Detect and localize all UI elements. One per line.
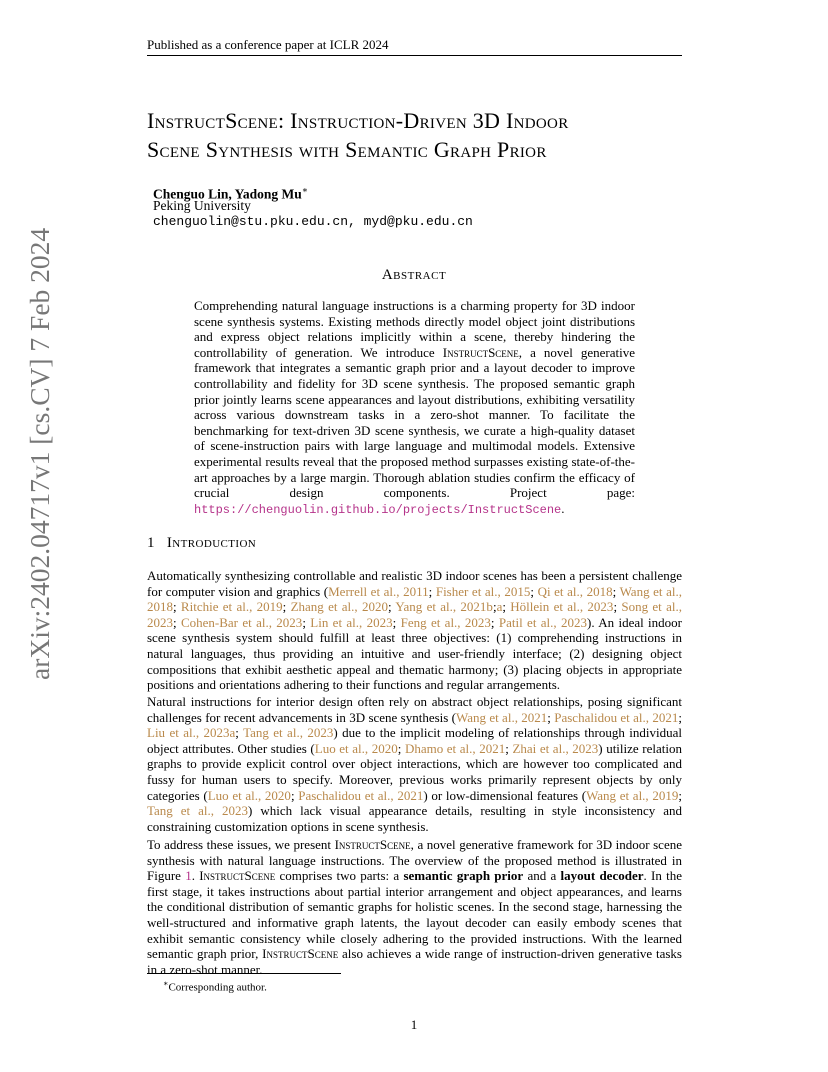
paragraph-text: , a novel generative framework for 3D indoor scene synthesis with natural language instructions. The overview of the proposed method is illustrated in Figure (147, 837, 682, 884)
paragraph-text: Automatically synthesizing controllable and realistic 3D indoor scenes has been a persistent challenge for computer vision and graphics ( (147, 568, 682, 599)
emphasis-term: layout decoder (560, 868, 644, 884)
author-emails: chenguolin@stu.pku.edu.cn, myd@pku.edu.cn (153, 214, 473, 229)
citation-link[interactable]: Cohen-Bar et al., 2023 (180, 614, 303, 630)
paragraph-text: ). An ideal indoor scene synthesis system should fulfill at least three objectives: (1) comprehending instructions in natural languages, thus providing an intuitive and user-friendly interface; (2) designing object compositions that exhibit aesthetic appeal and thematic harmony; (3) placing objects in appropriate positions and orientations adhering to their functions and regular arrangements. (147, 614, 682, 693)
paragraph-text: To address these issues, we present (147, 837, 335, 852)
citation-link[interactable]: Lin et al., 2023 (310, 614, 393, 630)
paragraph-text: Natural instructions for interior design often rely on abstract object relationships, posing significant challenges for recent advancements in 3D scene synthesis ( (147, 694, 682, 725)
paper-title (147, 106, 707, 164)
method-name: InstructScene (334, 837, 411, 852)
citation-link[interactable]: Zhang et al., 2020 (290, 599, 388, 615)
citation-link[interactable]: Feng et al., 2023 (400, 614, 491, 630)
paragraph-text: ) due to the implicit modeling of relationships through individual object attributes. Other studies ( (147, 725, 682, 756)
section-title: Introduction (166, 535, 257, 551)
citation-link[interactable]: Höllein et al., 2023 (510, 599, 614, 615)
citation-link[interactable]: Luo et al., 2020 (314, 740, 398, 756)
paragraph-text: comprises two parts: a (275, 868, 404, 884)
citation-link[interactable]: Song et al., 2023 (147, 599, 682, 630)
citation-link[interactable]: Tang et al., 2023 (147, 803, 249, 819)
abstract-text: Comprehending natural language instructions is a charming property for 3D indoor scene synthesis systems. Existing methods directly model object joint distributions and express object relations implicitly within a scene, thereby hindering the controllability of generation. We introduce (194, 298, 635, 360)
paragraph-text: also achieves a wide range of instruction-driven generative tasks in a zero-shot manner. (147, 946, 682, 977)
method-name: InstructScene (199, 868, 276, 884)
citation-link[interactable]: Wang et al., 2021 (456, 709, 548, 725)
citation-link[interactable]: Liu et al., 2023a (147, 725, 236, 741)
citation-link[interactable]: Zhai et al., 2023 (512, 740, 599, 756)
citation-link[interactable]: a (496, 599, 503, 615)
abstract-text: . (561, 500, 565, 516)
citation-link[interactable]: Merrell et al., 2011 (328, 583, 429, 599)
running-header: Published as a conference paper at ICLR 2024 (147, 37, 682, 56)
section-number: 1 (147, 535, 155, 551)
citation-link[interactable]: Paschalidou et al., 2021 (554, 709, 679, 725)
arxiv-stamp: arXiv:2402.04717v1 [cs.CV] 7 Feb 2024 (24, 227, 55, 680)
footnote-rule (147, 973, 341, 974)
citation-link[interactable]: Qi et al., 2018 (537, 583, 613, 599)
method-name: InstructScene (262, 946, 339, 962)
paragraph-text: and a (523, 868, 561, 884)
author-footnote-mark: ∗ (301, 185, 308, 195)
method-name: InstructScene (442, 344, 519, 360)
footnote-text: Corresponding author. (168, 981, 267, 994)
affiliation: Peking University (153, 198, 251, 213)
citation-link[interactable]: Paschalidou et al., 2021 (298, 787, 424, 803)
citation-link[interactable]: Patil et al., 2023 (498, 614, 588, 630)
title-line-1: InstructScene: Instruction-Driven 3D Indoor (147, 108, 569, 133)
citation-link[interactable]: Tang et al., 2023 (243, 725, 334, 741)
footnote (163, 977, 267, 995)
section-heading (147, 535, 256, 552)
paragraph-text: . (191, 868, 200, 884)
figure-link[interactable]: 1 (185, 868, 192, 884)
abstract-text: , a novel generative framework that integrates a semantic graph prior and a layout decoder to improve controllability and fidelity for 3D scene synthesis. The proposed semantic graph prior jointly learns scene appearances and layout distributions, exhibiting versatility across various downstream tasks in a zero-shot manner. To facilitate the benchmarking for text-driven 3D scene synthesis, we curate a high-quality dataset of scene-instruction pairs with large language and multimodal models. Extensive experimental results reveal that the proposed method surpasses existing state-of-the-art approaches by a large margin. Thorough ablation studies confirm the efficacy of crucial design components. Project page: (194, 344, 635, 501)
project-page-link[interactable]: https://chenguolin.github.io/projects/InstructScene (194, 502, 562, 517)
citation-link[interactable]: Ritchie et al., 2019 (180, 599, 283, 615)
intro-paragraph-2: Natural instructions for interior design often rely on abstract object relationships, posing significant challenges for recent advancements in 3D scene synthesis (Wang et al., 2021; Paschalidou et al., 2021; Liu et al., 2023a; Tang et al., 2023) due to the implicit modeling of relationships through individual object attributes. Other studies (Luo et al., 2020; Dhamo et al., 2021; Zhai et al., 2023) utilize relation graphs to provide explicit control over object interactions, which are however too complicated and fussy for human users to specify. Moreover, previous works primarily represent objects by only categories (Luo et al., 2020; Paschalidou et al., 2021) or low-dimensional features (Wang et al., 2019; Tang et al., 2023) which lack visual appearance details, resulting in style inconsistency and constraining customization options in scene synthesis. (147, 694, 682, 834)
intro-paragraph-3 (147, 837, 682, 977)
page-number: 1 (410, 1017, 418, 1032)
citation-link[interactable]: Luo et al., 2020 (207, 787, 291, 803)
abstract-body (194, 298, 635, 518)
citation-link[interactable]: Wang et al., 2018 (147, 583, 683, 615)
citation-link[interactable]: Wang et al., 2019 (586, 787, 679, 803)
abstract-heading: Abstract (381, 267, 447, 283)
paragraph-text: ) which lack visual appearance details, resulting in style inconsistency and constraining customization options in scene synthesis. (147, 803, 682, 834)
paragraph-text: ) or low-dimensional features ( (423, 787, 587, 803)
title-line-2: Scene Synthesis with Semantic Graph Prior (147, 137, 547, 162)
citation-link[interactable]: Dhamo et al., 2021 (404, 740, 506, 756)
intro-paragraph-1: Automatically synthesizing controllable and realistic 3D indoor scenes has been a persistent challenge for computer vision and graphics (Merrell et al., 2011; Fisher et al., 2015; Qi et al., 2018; Wang et al., 2018; Ritchie et al., 2019; Zhang et al., 2020; Yang et al., 2021b;a; Höllein et al., 2023; Song et al., 2023; Cohen-Bar et al., 2023; Lin et al., 2023; Feng et al., 2023; Patil et al., 2023). An ideal indoor scene synthesis system should fulfill at least three objectives: (1) comprehending instructions in natural languages, thus providing an intuitive and user-friendly interface; (2) designing object compositions that exhibit aesthetic appeal and thematic harmony; (3) placing objects in appropriate positions and orientations adhering to their functions and regular arrangements. (147, 568, 683, 693)
citation-link[interactable]: Yang et al., 2021b (395, 599, 493, 615)
paragraph-text: . In the first stage, it takes instructions about partial interior arrangement and object appearances, and learns the conditional distribution of semantic graphs for holistic scenes. In the second stage, harnessing the well-structured and informative graph latents, the layout decoder can easily embody scenes that exhibit semantic consistency while closely adhering to the provided instructions. With the learned semantic graph prior, (147, 868, 682, 962)
citation-link[interactable]: Fisher et al., 2015 (435, 583, 531, 599)
author-names: Chenguo Lin, Yadong Mu (153, 186, 302, 202)
emphasis-term: semantic graph prior (403, 868, 524, 884)
paragraph-text: ) utilize relation graphs to provide explicit control over object interactions, which are however too complicated and fussy for human users to specify. Moreover, previous works primarily represent objects by only categories ( (147, 740, 682, 803)
footnote-mark: ∗ (163, 979, 169, 988)
